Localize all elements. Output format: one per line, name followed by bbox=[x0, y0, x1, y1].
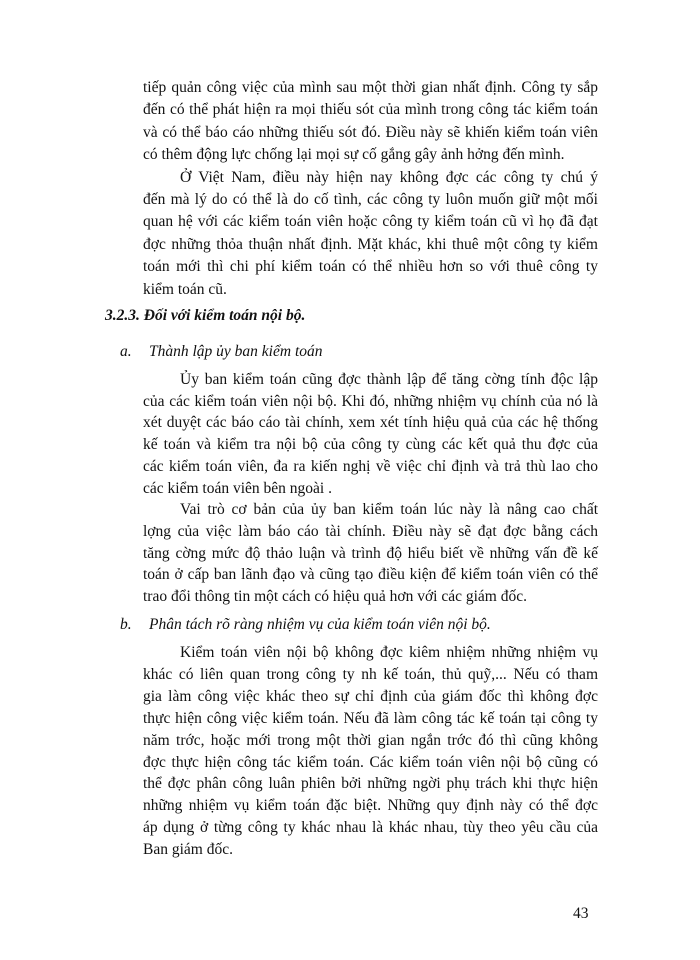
text-line: kế toán và kiểm tra nội bộ của công ty cùng các kết quả thu đợc của bbox=[143, 436, 598, 454]
page-number: 43 bbox=[573, 905, 589, 922]
text-line: toán ở cấp ban lãnh đạo và cũng tạo điều kiện để kiểm toán viên có thể bbox=[143, 566, 598, 584]
text-line: lợng của việc làm báo cáo tài chính. Điều này sẽ đạt đợc bằng cách bbox=[143, 522, 598, 540]
text-line: những nhiệm vụ kiểm toán đặc biệt. Những quy định này có thể đợc bbox=[143, 797, 598, 815]
text-line: kiểm toán cũ. bbox=[143, 280, 227, 298]
text-line: đến có thể phát hiện ra mọi thiếu sót của mình trong công tác kiểm toán bbox=[143, 101, 598, 119]
text-line: toán mới thì chi phí kiểm toán có thể nhiều hơn so với thuê công ty bbox=[143, 258, 598, 276]
text-line: tăng cờng mức độ thảo luận và trình độ hiểu biết về những vấn đề kế bbox=[143, 544, 598, 562]
text-line: đợc những thỏa thuận nhất định. Mặt khác, khi thuê một công ty kiểm bbox=[143, 235, 598, 253]
text-line: các kiểm toán viên, đa ra kiến nghị về việc chỉ định và trả thù lao cho bbox=[143, 457, 598, 475]
text-line: Vai trò cơ bản của ủy ban kiểm toán lúc này là nâng cao chất bbox=[180, 501, 598, 519]
text-line: đợc thực hiện công tác kiểm toán. Các kiểm toán viên nội bộ cũng có bbox=[143, 753, 598, 771]
text-line: quan hệ với các kiểm toán viên hoặc công ty kiểm toán cũ vì họ đã đạt bbox=[143, 213, 598, 231]
text-line: của các kiểm toán viên nội bộ. Khi đó, những nhiệm vụ chính của nó là bbox=[143, 392, 598, 410]
text-line: tiếp quản công việc của mình sau một thời gian nhất định. Công ty sắp bbox=[143, 79, 598, 96]
text-line: Ban giám đốc. bbox=[143, 841, 233, 859]
text-line: thể đợc phân công luân phiên bởi những ngời phụ trách khi thực hiện bbox=[143, 775, 598, 793]
subsection-a-marker: a. bbox=[120, 343, 132, 360]
text-line: năm trớc, hoặc mới trong một thời gian ngắn trớc đó thì cũng không bbox=[143, 731, 598, 749]
subsection-b-marker: b. bbox=[120, 616, 132, 633]
text-line: Ở Việt Nam, điều này hiện nay không đợc các công ty chú ý bbox=[180, 168, 598, 186]
text-line: đến mà lý do có thể là do cố tình, các công ty luôn muốn giữ một mối bbox=[143, 191, 598, 208]
text-line: xét duyệt các báo cáo tài chính, xem xét tính hiệu quả của các hệ thống bbox=[143, 414, 598, 432]
subsection-b-title: Phân tách rõ ràng nhiệm vụ của kiểm toán viên nội bộ. bbox=[149, 616, 491, 633]
text-line: khác có liên quan trong công ty nh kế toán, thủ quỹ,... Nếu có tham bbox=[143, 665, 598, 683]
text-line: và có thể báo cáo những thiếu sót đó. Điều này sẽ khiến kiểm toán viên bbox=[143, 123, 598, 141]
text-line: trao đổi thông tin một cách có hiệu quả hơn với các giám đốc. bbox=[143, 588, 527, 605]
subsection-a-title: Thành lập ủy ban kiểm toán bbox=[149, 343, 323, 360]
text-line: các kiểm toán viên bên ngoài . bbox=[143, 479, 332, 497]
text-line: áp dụng ở từng công ty khác nhau là khác nhau, tùy theo yêu cầu của bbox=[143, 819, 598, 837]
text-line: gia làm công việc khác theo sự chỉ định của giám đốc thì không đợc bbox=[143, 687, 598, 705]
text-line: Kiểm toán viên nội bộ không đợc kiêm nhiệm những nhiệm vụ bbox=[180, 644, 598, 661]
text-line: Ủy ban kiểm toán cũng đợc thành lập để tăng cờng tính độc lập bbox=[180, 371, 598, 388]
section-heading: 3.2.3. Đối với kiểm toán nội bộ. bbox=[105, 307, 306, 324]
text-line: có thêm động lực chống lại mọi sự cố gắng gây ảnh hởng đến mình. bbox=[143, 146, 565, 164]
text-line: thực hiện công việc kiểm toán. Nếu đã làm công tác kế toán tại công ty bbox=[143, 709, 598, 727]
